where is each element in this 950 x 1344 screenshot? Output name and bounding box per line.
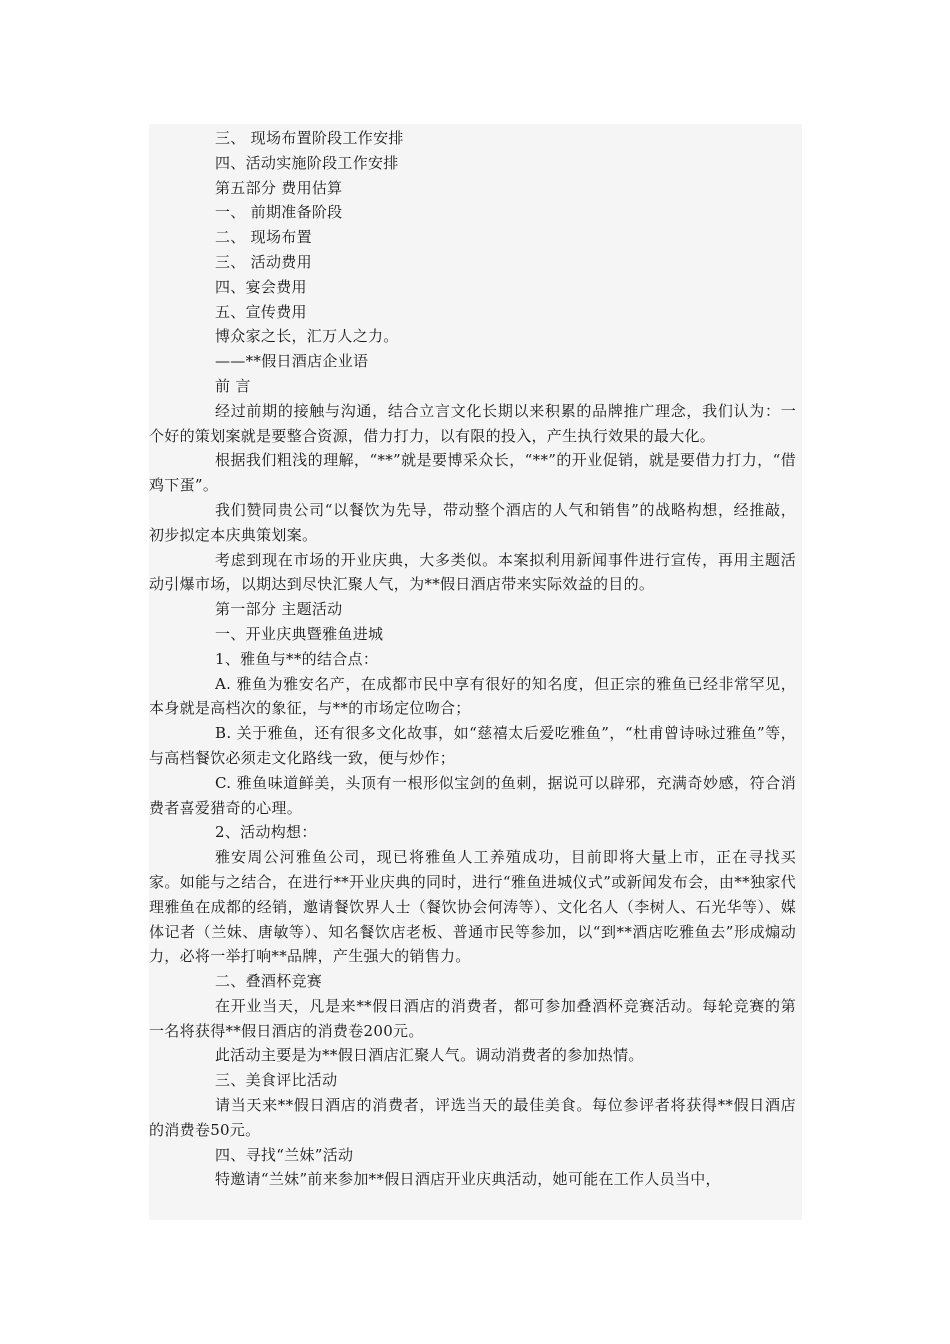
- body-paragraph: 雅安周公河雅鱼公司，现已将雅鱼人工养殖成功，目前即将大量上市，正在寻找买家。如能与之结合，在进行**开业庆典的同时，进行“雅鱼进城仪式”或新闻发布会，由**独家代理雅鱼在成都的经销，邀请餐饮界人士（餐饮协会何涛等）、文化名人（李树人、石光华等）、媒体记者（兰妹、唐敏等）、知名餐饮店老板、普通市民等参加，以“到**酒店吃雅鱼去”形成煽动力，必将一举打响**品牌，产生强大的销售力。: [149, 848, 796, 966]
- body-paragraph: 考虑到现在市场的开业庆典，大多类似。本案拟利用新闻事件进行宣传，再用主题活动引爆市场，以期达到尽快汇聚人气，为**假日酒店带来实际效益的目的。: [149, 550, 796, 594]
- body-paragraph: 请当天来**假日酒店的消费者，评选当天的最佳美食。每位参评者将获得**假日酒店的消费卷50元。: [149, 1096, 796, 1139]
- document-text-block: [149, 124, 802, 1220]
- body-paragraph: 在开业当天，凡是来**假日酒店的消费者，都可参加叠酒杯竞赛活动。每轮竞赛的第一名将获得**假日酒店的消费卷200元。: [149, 996, 796, 1040]
- body-paragraph: B. 关于雅鱼，还有很多文化故事，如“慈禧太后爱吃雅鱼”，“杜甫曾诗咏过雅鱼”等，与高档餐饮必须走文化路线一致，便与炒作；: [149, 724, 796, 767]
- section-heading: 四、活动实施阶段工作安排: [215, 153, 399, 172]
- section-heading: 四、寻找“兰妹”活动: [215, 1145, 354, 1164]
- body-paragraph: C. 雅鱼味道鲜美，头顶有一根形似宝剑的鱼刺，据说可以辟邪，充满奇妙感，符合消费者喜爱猎奇的心理。: [149, 773, 796, 817]
- subsection-heading: 1、雅鱼与**的结合点：: [215, 649, 379, 668]
- section-heading: 三、 活动费用: [215, 252, 312, 271]
- body-paragraph: 特邀请“兰妹”前来参加**假日酒店开业庆典活动，她可能在工作人员当中，: [215, 1170, 721, 1189]
- section-heading: 一、开业庆典暨雅鱼进城: [215, 624, 384, 643]
- section-heading: 三、 现场布置阶段工作安排: [215, 129, 404, 147]
- section-heading: 四、宴会费用: [215, 277, 307, 296]
- section-heading: 二、叠酒杯竞赛: [215, 972, 323, 991]
- preface-heading: 前 言: [215, 376, 251, 395]
- section-heading: 五、宣传费用: [215, 302, 307, 321]
- body-paragraph: 我们赞同贵公司“以餐饮为先导，带动整个酒店的人气和销售”的战略构想，经推敲，初步拟定本庆典策划案。: [149, 500, 796, 544]
- section-heading: 一、 前期准备阶段: [215, 203, 343, 222]
- body-paragraph: A. 雅鱼为雅安名产，在成都市民中享有很好的知名度，但正宗的雅鱼已经非常罕见，本身就是高档次的象征，与**的市场定位吻合；: [149, 674, 796, 718]
- body-paragraph: 根据我们粗浅的理解，“**”就是要博采众长，“**”的开业促销，就是要借力打力，“借鸡下蛋”。: [149, 451, 796, 495]
- subsection-heading: 2、活动构想：: [215, 823, 317, 842]
- motto-text: 博众家之长，汇万人之力。: [215, 327, 399, 346]
- part-heading: 第五部分 费用估算: [215, 178, 343, 197]
- part-heading: 第一部分 主题活动: [215, 600, 343, 619]
- document-body: [149, 124, 802, 1192]
- body-paragraph: 此活动主要是为**假日酒店汇聚人气。调动消费者的参加热情。: [215, 1046, 644, 1065]
- section-heading: 二、 现场布置: [215, 228, 312, 247]
- section-heading: 三、美食评比活动: [215, 1071, 338, 1090]
- motto-attribution: ——**假日酒店企业语: [215, 352, 369, 371]
- body-paragraph: 经过前期的接触与沟通，结合立言文化长期以来积累的品牌推广理念，我们认为：一个好的策划案就是要整合资源，借力打力，以有限的投入，产生执行效果的最大化。: [149, 401, 796, 445]
